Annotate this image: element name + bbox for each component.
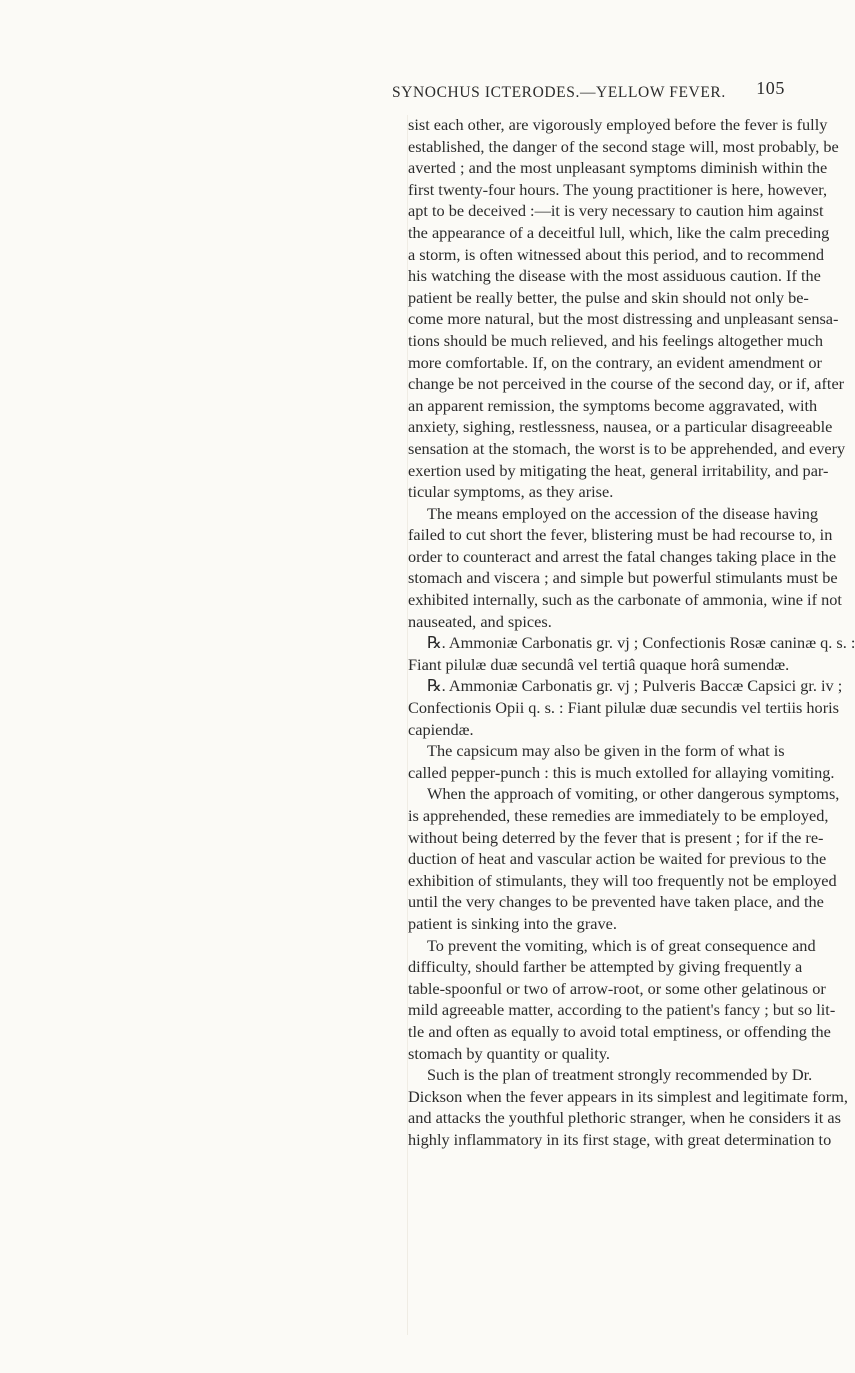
text-line: come more natural, but the most distressing and unpleasant sensa- bbox=[408, 309, 839, 329]
text-line: the appearance of a deceitful lull, which, like the calm preceding bbox=[408, 222, 830, 242]
text-line: highly inflammatory in its first stage, with great determination to bbox=[408, 1129, 832, 1149]
text-line: Dickson when the fever appears in its simplest and legitimate form, bbox=[408, 1086, 848, 1106]
text-line: anxiety, sighing, restlessness, nausea, or a particular disagreeable bbox=[408, 417, 833, 437]
text-line: first twenty-four hours. The young practitioner is here, however, bbox=[408, 179, 828, 199]
text-line: stomach and viscera ; and simple but powerful stimulants must be bbox=[408, 568, 838, 588]
text-line: an apparent remission, the symptoms become aggravated, with bbox=[408, 395, 818, 415]
text-line: change be not perceived in the course of the second day, or if, after bbox=[408, 374, 845, 394]
text-line: apt to be deceived :—it is very necessary to caution him against bbox=[408, 201, 824, 221]
text-line: more comfortable. If, on the contrary, an evident amendment or bbox=[408, 352, 822, 372]
text-line: Fiant pilulæ duæ secundâ vel tertiâ quaque horâ sumendæ. bbox=[408, 654, 790, 674]
text-line: called pepper-punch : this is much extolled for allaying vomiting. bbox=[408, 762, 835, 782]
text-line: tle and often as equally to avoid total emptiness, or offending the bbox=[408, 1021, 831, 1041]
text-line: and attacks the youthful plethoric stranger, when he considers it as bbox=[408, 1108, 841, 1128]
text-line: duction of heat and vascular action be waited for previous to the bbox=[408, 849, 827, 869]
text-line: sist each other, are vigorously employed before the fever is fully bbox=[408, 115, 828, 134]
text-line: nauseated, and spices. bbox=[408, 611, 552, 631]
text-line: is apprehended, these remedies are immediately to be employed, bbox=[408, 806, 829, 825]
text-line: The capsicum may also be given in the form of what is bbox=[427, 741, 785, 761]
text-line: table-spoonful or two of arrow-root, or some other gelatinous or bbox=[408, 978, 826, 998]
text-line: exhibition of stimulants, they will too frequently not be employed bbox=[408, 870, 837, 890]
text-line: When the approach of vomiting, or other dangerous symptoms, bbox=[427, 784, 840, 804]
text-line: stomach by quantity or quality. bbox=[408, 1043, 610, 1063]
text-line: order to counteract and arrest the fatal changes taking place in the bbox=[408, 546, 837, 566]
text-line: patient is sinking into the grave. bbox=[408, 913, 617, 933]
page-number: 105 bbox=[756, 78, 785, 98]
text-line: his watching the disease with the most assiduous caution. If the bbox=[408, 266, 821, 286]
text-line: exertion used by mitigating the heat, general irritability, and par- bbox=[408, 460, 829, 480]
text-line: Confectionis Opii q. s. : Fiant pilulæ duæ secundis vel tertiis horis bbox=[408, 698, 839, 718]
text-line: failed to cut short the fever, blistering must be had recourse to, in bbox=[408, 525, 833, 545]
text-line: sensation at the stomach, the worst is to be apprehended, and every bbox=[408, 438, 846, 458]
text-line: without being deterred by the fever that is present ; for if the re- bbox=[408, 827, 824, 847]
text-line: a storm, is often witnessed about this period, and to recommend bbox=[408, 244, 824, 264]
body-text bbox=[408, 114, 855, 1151]
text-line: ticular symptoms, as they arise. bbox=[408, 482, 614, 502]
text-line: ℞. Ammoniæ Carbonatis gr. vj ; Pulveris Baccæ Capsici gr. iv ; bbox=[427, 676, 843, 696]
text-line: exhibited internally, such as the carbonate of ammonia, wine if not bbox=[408, 590, 842, 610]
text-line: tions should be much relieved, and his feelings altogether much bbox=[408, 330, 824, 350]
text-line: Such is the plan of treatment strongly recommended by Dr. bbox=[427, 1065, 813, 1085]
running-title: SYNOCHUS ICTERODES.—YELLOW FEVER. bbox=[392, 84, 726, 101]
running-header bbox=[392, 78, 785, 108]
text-line: established, the danger of the second stage will, most probably, be bbox=[408, 136, 839, 156]
text-line: The means employed on the accession of the disease having bbox=[427, 503, 819, 523]
text-line: averted ; and the most unpleasant symptoms diminish within the bbox=[408, 158, 828, 178]
text-line: mild agreeable matter, according to the patient's fancy ; but so lit- bbox=[408, 1000, 836, 1020]
text-line: ℞. Ammoniæ Carbonatis gr. vj ; Confectionis Rosæ caninæ q. s. : bbox=[427, 633, 855, 653]
text-line: capiendæ. bbox=[408, 719, 474, 739]
text-line: To prevent the vomiting, which is of great consequence and bbox=[427, 935, 816, 955]
text-line: patient be really better, the pulse and skin should not only be- bbox=[408, 287, 809, 307]
text-line: difficulty, should farther be attempted by giving frequently a bbox=[408, 957, 803, 977]
text-line: until the very changes to be prevented have taken place, and the bbox=[408, 892, 824, 912]
